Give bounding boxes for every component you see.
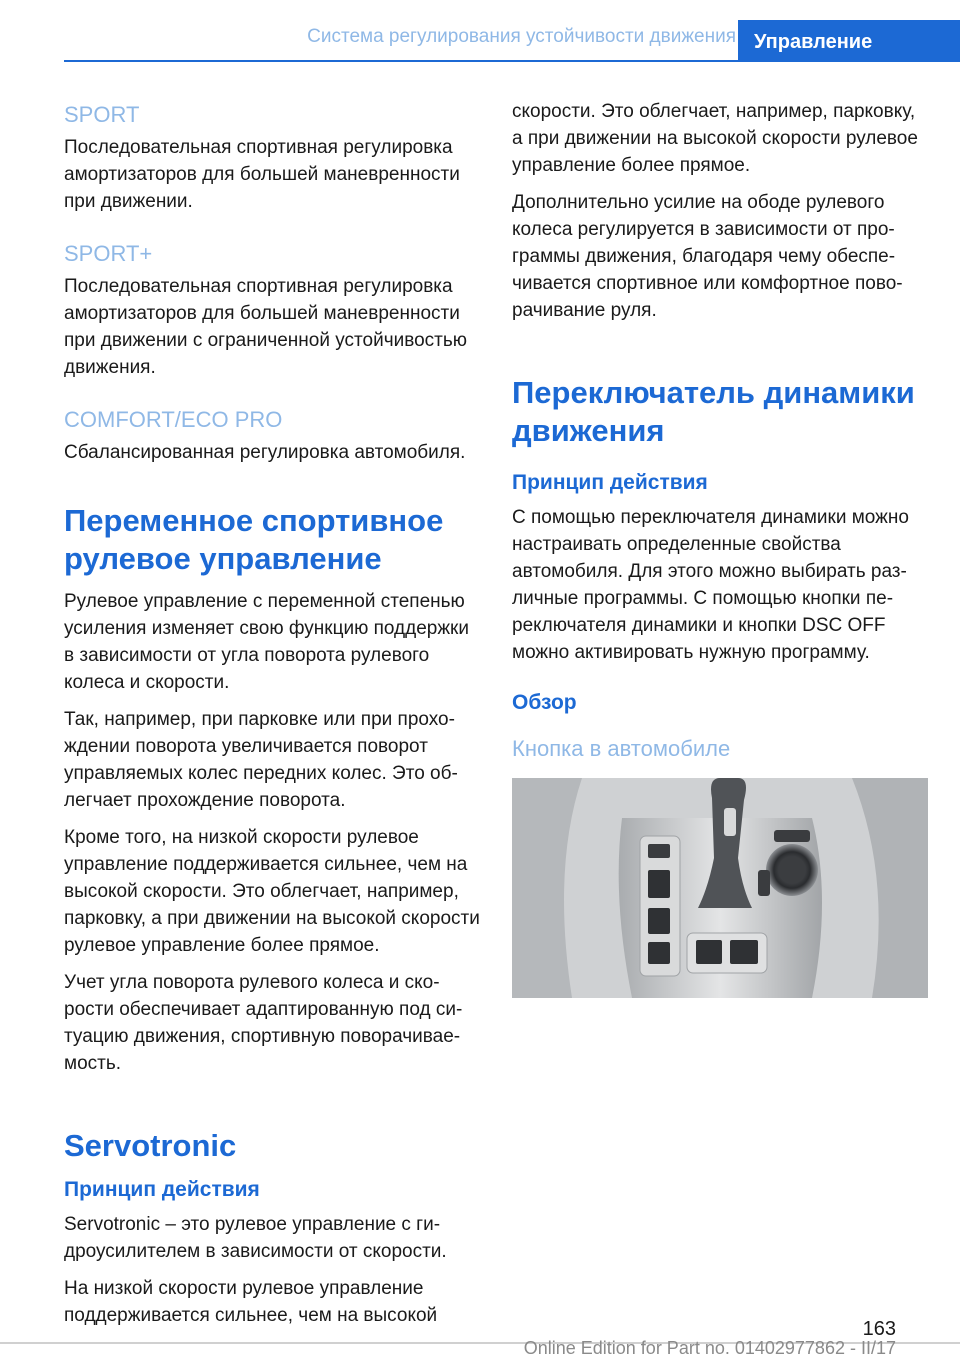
- servotronic-heading: Servotronic: [64, 1128, 237, 1163]
- servotronic-paragraph-1: Servotronic – это рулевое управление с гидроусилителем в зависимости от скорости.: [64, 1214, 447, 1262]
- running-section-title: Система регулирования устойчивости движения: [307, 26, 736, 47]
- comfort-mode-text: Сбалансированная регулировка автомобиля.: [64, 442, 466, 463]
- edition-footer: Online Edition for Part no. 01402977862 - II/17: [523, 1338, 896, 1358]
- variable-steering-paragraph-3: Кроме того, на низкой скорости рулевое управление поддерживается сильнее, чем на высокой скорости. Это облегчает, например, парковку, а при движении на высокой скорости рулевое управление более прямое.: [64, 827, 480, 956]
- button-in-vehicle-heading: Кнопка в автомобиле: [512, 736, 731, 761]
- page-number: 163: [862, 1318, 896, 1340]
- sportplus-mode-text: Последовательная спортивная регулировка амортизаторов для большей маневренности при движении с ограниченной устойчивостью движения.: [64, 276, 468, 378]
- switch-principle-paragraph: С помощью переключателя динамики можно настраивать определенные свойства автомобиля. Для этого можно выбирать различные программы. С помощью кнопки переключателя динамики и кнопки DSC OFF можно активировать нужную программу.: [512, 507, 909, 663]
- comfort-mode-title: COMFORT/ECO PRO: [64, 407, 283, 432]
- overview-heading: Обзор: [512, 691, 577, 714]
- variable-steering-paragraph-1: Рулевое управление с переменной степенью усиления изменяет свою функцию поддержки в зависимости от угла поворота рулевого колеса и скорости.: [64, 591, 469, 693]
- center-console-illustration: [512, 778, 928, 998]
- driving-dynamics-switch-heading: Переключатель динамики движения: [512, 375, 915, 448]
- servotronic-paragraph-2: На низкой скорости рулевое управление поддерживается сильнее, чем на высокой: [64, 1278, 438, 1326]
- variable-steering-paragraph-2: Так, например, при парковке или при прохождении поворота увеличивается поворот управляемых колес передних колес. Это облегчает прохождение поворота.: [64, 709, 458, 811]
- center-console-photo: [512, 778, 928, 998]
- left-column: [64, 100, 482, 1339]
- right-column: [512, 98, 928, 998]
- servotronic-continued-paragraph: скорости. Это облегчает, например, парковку, а при движении на высокой скорости рулевое управление более прямое.: [512, 101, 918, 176]
- steering-effort-paragraph: Дополнительно усилие на ободе рулевого колеса регулируется в зависимости от программы движения, благодаря чему обеспечивается спортивное или комфортное поворачивание руля.: [512, 192, 903, 321]
- variable-steering-paragraph-4: Учет угла поворота рулевого колеса и скорости обеспечивает адаптированную под ситуацию движения, спортивную поворачиваемость.: [64, 972, 463, 1074]
- sport-mode-text: Последовательная спортивная регулировка амортизаторов для большей маневренности при движении.: [64, 137, 460, 212]
- switch-principle-heading: Принцип действия: [512, 471, 708, 494]
- servotronic-principle-heading: Принцип действия: [64, 1178, 260, 1201]
- header-rule: [64, 60, 960, 62]
- sportplus-mode-title: SPORT+: [64, 241, 153, 266]
- sport-mode-title: SPORT: [64, 102, 140, 127]
- variable-steering-heading: Переменное спортивное рулевое управление: [64, 503, 444, 576]
- chapter-tab: Управление: [738, 20, 960, 62]
